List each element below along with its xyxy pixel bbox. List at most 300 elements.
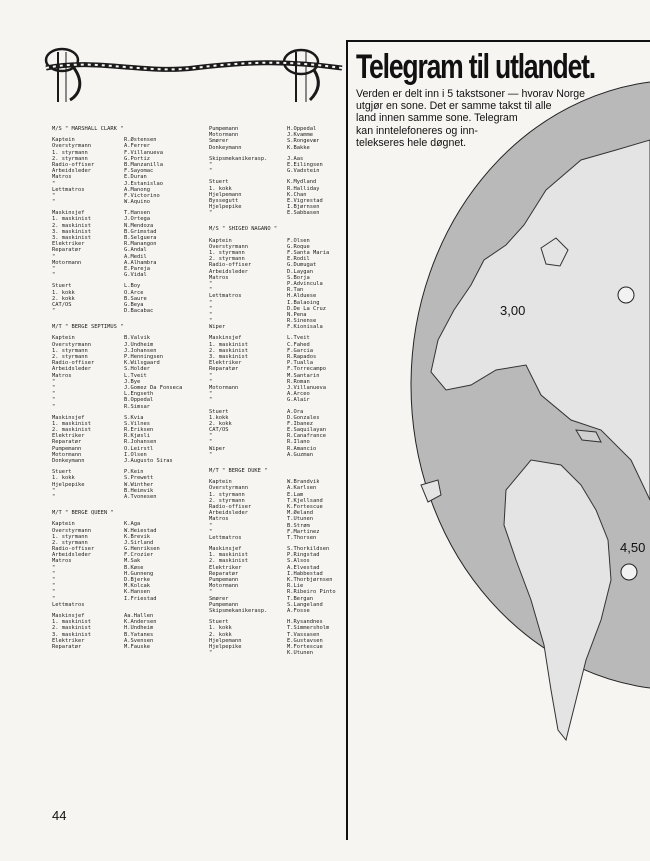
- crew-name: B.Heimvik: [124, 487, 154, 494]
- crew-rank: Reparatør: [209, 570, 239, 577]
- crew-name: B.Valvik: [124, 335, 150, 342]
- crew-name: D.Bjerke: [124, 577, 150, 584]
- advert-text-line: land innen samme sone. Telegram: [356, 112, 518, 125]
- crew-name: R.Ilano: [287, 439, 310, 446]
- crew-name: F.Villanueva: [124, 149, 163, 156]
- crew-group: [209, 619, 344, 656]
- crew-name: P.Advincula: [287, 280, 323, 287]
- crew-name: M.Fauske: [124, 643, 150, 650]
- crew-name: R.Amancio: [287, 445, 317, 452]
- crew-name: A.Manong: [124, 186, 150, 193]
- crew-rank: ": [209, 210, 213, 217]
- crew-rank: Lettmatros: [209, 534, 242, 541]
- crew-rank: ": [52, 391, 56, 398]
- crew-name: Aa.Hallen: [124, 612, 154, 619]
- crew-name: W.Aquino: [124, 199, 150, 206]
- crew-rank: ": [209, 528, 213, 535]
- crew-name: R.Sinense: [287, 318, 317, 325]
- crew-rank: ": [209, 305, 213, 312]
- crew-rank: 2. styrmann: [52, 155, 88, 162]
- crew-rank: Elektriker: [209, 360, 242, 367]
- crew-rank: 2. styrmann: [52, 354, 88, 361]
- crew-name: I.Bjørnsen: [287, 204, 320, 211]
- crew-row: [209, 168, 344, 174]
- crew-rank: ": [209, 287, 213, 294]
- crew-rank: Smører: [209, 138, 229, 145]
- crew-name: K.Utunen: [287, 650, 313, 657]
- crew-name: A.Ora: [287, 408, 304, 415]
- crew-rank: Radio-offiser: [52, 161, 95, 168]
- crew-name: R.Halliday: [287, 185, 320, 192]
- crew-name: T.Vassasen: [287, 631, 320, 638]
- rope-illustration: [44, 38, 344, 102]
- crew-rank: ": [52, 564, 56, 571]
- crew-name: H.Gunneng: [124, 570, 154, 577]
- crew-rank: Elektriker: [52, 433, 85, 440]
- crew-rank: 1. maskinist: [209, 341, 248, 348]
- crew-name: A.Karlsen: [287, 485, 317, 492]
- crew-name: R.Kjøsli: [124, 433, 150, 440]
- ship-crew-section: [209, 226, 344, 458]
- crew-name: A.Fosse: [287, 607, 310, 614]
- crew-name: S.Borja: [287, 274, 310, 281]
- crew-rank: Hjelpemann: [209, 191, 242, 198]
- crew-group: [209, 179, 344, 216]
- crew-name: J.Ortega: [124, 216, 150, 223]
- crew-name: A.Guzman: [287, 451, 313, 458]
- globe-illustration: [346, 40, 650, 840]
- crew-name: E.Eilingsen: [287, 161, 323, 168]
- ship-name-heading: M/S " SHIGEO NAGANO ": [209, 226, 278, 233]
- crew-rank: Motormann: [209, 583, 239, 590]
- crew-name: E.Duran: [124, 174, 147, 181]
- crew-name: F.Santa Maria: [287, 250, 330, 257]
- crew-rank: ": [209, 372, 213, 379]
- crew-rank: 1. maskinist: [52, 619, 91, 626]
- crew-rank: 2. kokk: [209, 420, 232, 427]
- crew-name: P.Tualla: [287, 360, 313, 367]
- crew-name: G.Henriksen: [124, 546, 160, 553]
- crew-rank: Matros: [52, 372, 72, 379]
- ship-crew-section: [209, 468, 344, 656]
- crew-rank: 2. styrmann: [209, 256, 245, 263]
- crew-rank: CAT/OS: [52, 301, 72, 308]
- crew-name: R.Rapados: [287, 354, 317, 361]
- crew-rank: 1. styrmann: [209, 491, 245, 498]
- crew-name: B.Yatanes: [124, 631, 154, 638]
- crew-rank: Reparatør: [52, 247, 82, 254]
- crew-name: A.Medil: [124, 253, 147, 260]
- crew-name: F.Sayomac: [124, 168, 154, 175]
- crew-name: S.Prewett: [124, 475, 154, 482]
- crew-rank: Smører: [209, 595, 229, 602]
- crew-name: D.De La Cruz: [287, 305, 326, 312]
- crew-name: O.Leirstl: [124, 445, 154, 452]
- crew-name: N.Mendoza: [124, 222, 154, 229]
- crew-name: E.Sabbasen: [287, 210, 320, 217]
- crew-name: G.Alair: [287, 397, 310, 404]
- crew-rank: 2. maskinist: [52, 222, 91, 229]
- crew-name: R.Roman: [287, 378, 310, 385]
- crew-rank: ": [209, 433, 213, 440]
- crew-rank: Hjelpepike: [209, 204, 242, 211]
- crew-name: H.Rysandnes: [287, 619, 323, 626]
- crew-rank: Motormann: [52, 451, 82, 458]
- crew-name: D.Laygan: [287, 268, 313, 275]
- crew-rank: ": [52, 397, 56, 404]
- crew-list-right-column: [209, 126, 344, 661]
- crew-name: K.Hansen: [124, 589, 150, 596]
- crew-name: M.Kolcak: [124, 583, 150, 590]
- crew-name: G.Vidal: [124, 272, 147, 279]
- crew-name: K.Chan: [287, 191, 307, 198]
- crew-name: E.Vigrestad: [287, 197, 323, 204]
- crew-rank: Hjelpepike: [209, 643, 242, 650]
- crew-rank: 2. maskinist: [209, 558, 248, 565]
- crew-name: A.Elvestad: [287, 564, 320, 571]
- crew-rank: Maskinsjef: [52, 210, 85, 217]
- crew-rank: 1. maskinist: [52, 420, 91, 427]
- crew-group: [52, 415, 202, 465]
- crew-name: L.Tveit: [124, 372, 147, 379]
- crew-name: R.Simsar: [124, 403, 150, 410]
- crew-rank: ": [52, 583, 56, 590]
- crew-name: J.Villanueva: [287, 384, 326, 391]
- crew-rank: Kaptein: [209, 237, 232, 244]
- crew-rank: Maskinsjef: [52, 612, 85, 619]
- crew-group: [52, 335, 202, 409]
- crew-rank: 1. styrmann: [52, 347, 88, 354]
- crew-name: A.Arceo: [287, 391, 310, 398]
- crew-rank: ": [209, 168, 213, 175]
- crew-rank: 2. maskinist: [209, 347, 248, 354]
- crew-rank: Elektriker: [52, 241, 85, 248]
- crew-name: S.Alsos: [287, 558, 310, 565]
- crew-rank: 1. styrmann: [209, 250, 245, 257]
- crew-rank: Reparatør: [209, 366, 239, 373]
- ship-name-heading: M/T " BERGE QUEEN ": [52, 510, 114, 517]
- advert-text-line: telekseres hele døgnet.: [356, 136, 467, 149]
- crew-name: L.Tveit: [287, 335, 310, 342]
- crew-rank: Reparatør: [52, 439, 82, 446]
- crew-row: [209, 324, 344, 330]
- crew-rank: 1. kokk: [52, 289, 75, 296]
- crew-name: S.Vilnes: [124, 420, 150, 427]
- ship-name-heading: M/T " BERGE SEPTIMUS ": [52, 324, 124, 331]
- crew-group: [209, 409, 344, 459]
- crew-name: W.Heiestad: [124, 527, 157, 534]
- crew-name: R.Canafrance: [287, 433, 326, 440]
- crew-name: L.Boy: [124, 283, 141, 290]
- crew-row: [209, 650, 344, 656]
- crew-rank: Matros: [209, 274, 229, 281]
- crew-rank: Donkeymann: [209, 144, 242, 151]
- crew-name: A.Alhambra: [124, 259, 157, 266]
- crew-name: M.Øeland: [287, 510, 313, 517]
- crew-name: T.Utunen: [287, 516, 313, 523]
- crew-rank: Hjelpemann: [209, 637, 242, 644]
- crew-name: M.Sak: [124, 558, 141, 565]
- crew-name: H.Oppedal: [287, 126, 317, 132]
- crew-rank: Stuert: [209, 619, 229, 626]
- crew-rank: ": [52, 403, 56, 410]
- crew-rank: Arbeidsleder: [52, 552, 91, 559]
- crew-name: P.Kein: [124, 469, 144, 476]
- crew-name: G.Beya: [124, 301, 144, 308]
- crew-rank: ": [52, 570, 56, 577]
- crew-rank: ": [52, 487, 56, 494]
- crew-name: K.Andersen: [124, 619, 157, 626]
- crew-name: D.Gonzales: [287, 414, 320, 421]
- crew-name: G.Roque: [287, 243, 310, 250]
- crew-rank: 1.kokk: [209, 414, 229, 421]
- crew-rank: Motormann: [52, 259, 82, 266]
- crew-list-left-column: [52, 126, 202, 655]
- crew-rank: ": [52, 265, 56, 272]
- crew-name: S.Kvia: [124, 414, 144, 421]
- telegram-advert: [346, 40, 650, 840]
- crew-rank: Pumpemann: [209, 601, 239, 608]
- ship-crew-section: [52, 324, 202, 500]
- crew-rank: Stuert: [52, 469, 72, 476]
- crew-rank: 2. styrmann: [209, 497, 245, 504]
- crew-name: J.Aas: [287, 155, 304, 162]
- crew-rank: Radio-offiser: [52, 546, 95, 553]
- crew-rank: Kaptein: [52, 137, 75, 144]
- crew-name: L.Engseth: [124, 391, 154, 398]
- crew-rank: 3. maskinist: [52, 235, 91, 242]
- crew-name: J.Estanislao: [124, 180, 163, 187]
- crew-rank: ": [209, 451, 213, 458]
- crew-name: I.Friestad: [124, 595, 157, 602]
- crew-rank: 3. maskinist: [52, 228, 91, 235]
- crew-rank: ": [52, 192, 56, 199]
- crew-rank: ": [52, 199, 56, 206]
- crew-rank: ": [209, 397, 213, 404]
- crew-name: G.Andal: [124, 247, 147, 254]
- crew-name: K.Thorbjørnsen: [287, 577, 333, 584]
- crew-rank: Kaptein: [209, 479, 232, 486]
- crew-rank: Matros: [52, 174, 72, 181]
- crew-rank: 1. maskinist: [209, 552, 248, 559]
- crew-name: E.Pareja: [124, 265, 150, 272]
- crew-row: [209, 145, 344, 151]
- crew-name: J.Bye: [124, 378, 141, 385]
- crew-name: T.Thorsen: [287, 534, 317, 541]
- crew-rank: ": [209, 161, 213, 168]
- crew-name: G.Dumugat: [287, 262, 317, 269]
- crew-group: [209, 238, 344, 331]
- crew-rank: 1. kokk: [209, 185, 232, 192]
- crew-rank: Matros: [52, 558, 72, 565]
- crew-name: T.Hansen: [124, 210, 150, 217]
- crew-rank: Stuert: [209, 179, 229, 186]
- crew-name: K.Fortescue: [287, 503, 323, 510]
- crew-rank: Lettmatros: [52, 601, 85, 608]
- crew-name: C.Fahed: [287, 341, 310, 348]
- crew-rank: ": [52, 589, 56, 596]
- crew-group: [209, 156, 344, 175]
- crew-rank: Pumpemann: [52, 445, 82, 452]
- crew-rank: ": [52, 384, 56, 391]
- crew-row: [209, 397, 344, 403]
- crew-name: P.Henningsen: [124, 354, 163, 361]
- crew-name: S.Rongevær: [287, 138, 320, 145]
- crew-rank: ": [52, 577, 56, 584]
- crew-row: [209, 452, 344, 458]
- crew-row: [209, 608, 344, 614]
- crew-rank: Motormann: [209, 384, 239, 391]
- crew-rank: 2. kokk: [52, 295, 75, 302]
- crew-group: [209, 546, 344, 614]
- crew-name: W.Winther: [124, 481, 154, 488]
- crew-name: A.Svensen: [124, 637, 154, 644]
- crew-name: B.Grimstad: [124, 228, 157, 235]
- crew-name: F.Martinez: [287, 528, 320, 535]
- crew-name: J.Kvamme: [287, 132, 313, 139]
- crew-name: R.Østensen: [124, 137, 157, 144]
- crew-rank: Radio-offiser: [209, 503, 252, 510]
- crew-name: T.Bergan: [287, 595, 313, 602]
- crew-group: [52, 469, 202, 500]
- crew-rank: ": [52, 308, 56, 315]
- crew-rank: 1. styrmann: [52, 149, 88, 156]
- crew-rank: ": [209, 280, 213, 287]
- crew-rank: 1. styrmann: [52, 533, 88, 540]
- crew-name: F.Garcia: [287, 347, 313, 354]
- crew-rank: Maskinsjef: [209, 546, 242, 553]
- crew-row: [209, 210, 344, 216]
- crew-rank: Reparatør: [52, 643, 82, 650]
- crew-rank: Elektriker: [209, 564, 242, 571]
- crew-rank: Overstyrmann: [209, 485, 248, 492]
- crew-rank: Overstyrmann: [52, 527, 91, 534]
- crew-row: [52, 644, 202, 650]
- crew-rank: Kaptein: [52, 335, 75, 342]
- crew-name: E.Gustavsen: [287, 637, 323, 644]
- crew-rank: ": [52, 253, 56, 260]
- crew-name: H.Undheim: [124, 625, 154, 632]
- crew-rank: 1. kokk: [52, 475, 75, 482]
- crew-group: [209, 335, 344, 403]
- crew-rank: Donkeymann: [52, 458, 85, 465]
- crew-rank: Arbeidsleder: [209, 510, 248, 517]
- crew-rank: ": [209, 318, 213, 325]
- crew-rank: Overstyrmann: [52, 341, 91, 348]
- ship-crew-section: [52, 510, 202, 650]
- crew-name: K.Aga: [124, 521, 141, 528]
- crew-rank: 2. maskinist: [52, 625, 91, 632]
- crew-rank: ": [209, 311, 213, 318]
- crew-row: [52, 458, 202, 464]
- crew-name: F.Olsen: [287, 237, 310, 244]
- crew-row: [52, 272, 202, 278]
- crew-row: [52, 494, 202, 500]
- ship-name-heading: M/T " BERGE DUKE ": [209, 468, 268, 475]
- crew-rank: 2. kokk: [209, 631, 232, 638]
- crew-name: R.Eriksen: [124, 427, 154, 434]
- crew-name: F.Ibanez: [287, 420, 313, 427]
- crew-name: B.Køse: [124, 564, 144, 571]
- crew-name: W.Brandvik: [287, 479, 320, 486]
- crew-row: [52, 199, 202, 205]
- crew-rank: ": [52, 595, 56, 602]
- crew-name: B.Selguera: [124, 235, 157, 242]
- crew-rank: Matros: [209, 516, 229, 523]
- page-number: 44: [52, 808, 67, 823]
- crew-group: [52, 137, 202, 205]
- ship-crew-section: [209, 126, 344, 216]
- crew-rank: 3. maskinist: [209, 354, 248, 361]
- crew-rank: Byssegutt: [209, 197, 239, 204]
- crew-rank: Arbeidsleder: [52, 366, 91, 373]
- crew-rank: Radio-offiser: [52, 360, 95, 367]
- crew-name: T.Kjellsand: [287, 497, 323, 504]
- advert-text: [356, 88, 621, 149]
- crew-name: O.Arce: [124, 289, 144, 296]
- crew-row: [52, 308, 202, 314]
- crew-row: [209, 535, 344, 541]
- crew-rank: Lettmatros: [52, 186, 85, 193]
- crew-rank: Wiper: [209, 324, 226, 331]
- crew-rank: ": [52, 180, 56, 187]
- crew-rank: ": [209, 650, 213, 657]
- crew-rank: Skipsmekanikerasp.: [209, 155, 268, 162]
- crew-name: K.Bakke: [287, 144, 310, 151]
- crew-name: I.Balaoing: [287, 299, 320, 306]
- crew-name: P.Ringstad: [287, 552, 320, 559]
- crew-rank: ": [209, 522, 213, 529]
- crew-rank: Overstyrmann: [52, 143, 91, 150]
- crew-name: J.Sirland: [124, 539, 154, 546]
- crew-name: J.Augusto Siras: [124, 458, 173, 465]
- crew-name: J.Undheim: [124, 341, 154, 348]
- zone-label: 4,50: [620, 540, 646, 555]
- crew-name: F.Victorino: [124, 192, 160, 199]
- crew-group: [52, 521, 202, 608]
- advert-title: Telegram til utlandet.: [356, 48, 596, 86]
- crew-name: B.Saure: [124, 295, 147, 302]
- crew-group: [209, 479, 344, 541]
- crew-group: [52, 283, 202, 314]
- crew-name: N.Pena: [287, 311, 307, 318]
- crew-name: R.Johansen: [124, 439, 157, 446]
- crew-name: D.Bacabac: [124, 308, 154, 315]
- crew-rank: Arbeidsleder: [52, 168, 91, 175]
- crew-name: R.Manangon: [124, 241, 157, 248]
- crew-rank: ": [52, 493, 56, 500]
- advert-text-line: utgjør en sone. Det er samme takst til alle: [356, 100, 552, 113]
- crew-name: R.Ribeiro Pinto: [287, 589, 336, 596]
- crew-rank: Stuert: [52, 283, 72, 290]
- crew-name: H.Alduese: [287, 293, 317, 300]
- crew-rank: CAT/OS: [209, 427, 229, 434]
- crew-rank: Skipsmekanikerasp.: [209, 607, 268, 614]
- crew-rank: Lettmatros: [209, 293, 242, 300]
- crew-name: T.Simmersholm: [287, 625, 330, 632]
- crew-rank: Arbeidsleder: [209, 268, 248, 275]
- crew-name: E.Rodil: [287, 256, 310, 263]
- ship-crew-section: [52, 126, 202, 314]
- crew-group: [52, 613, 202, 650]
- crew-name: G.Vadstein: [287, 168, 320, 175]
- crew-name: E.Saquilayan: [287, 427, 326, 434]
- crew-name: I.Habbestad: [287, 570, 323, 577]
- advert-text-line: kan inntelefoneres og inn-: [356, 124, 478, 137]
- crew-name: F.Torrecampo: [287, 366, 326, 373]
- crew-rank: Stuert: [209, 408, 229, 415]
- crew-name: R.Tan: [287, 287, 304, 294]
